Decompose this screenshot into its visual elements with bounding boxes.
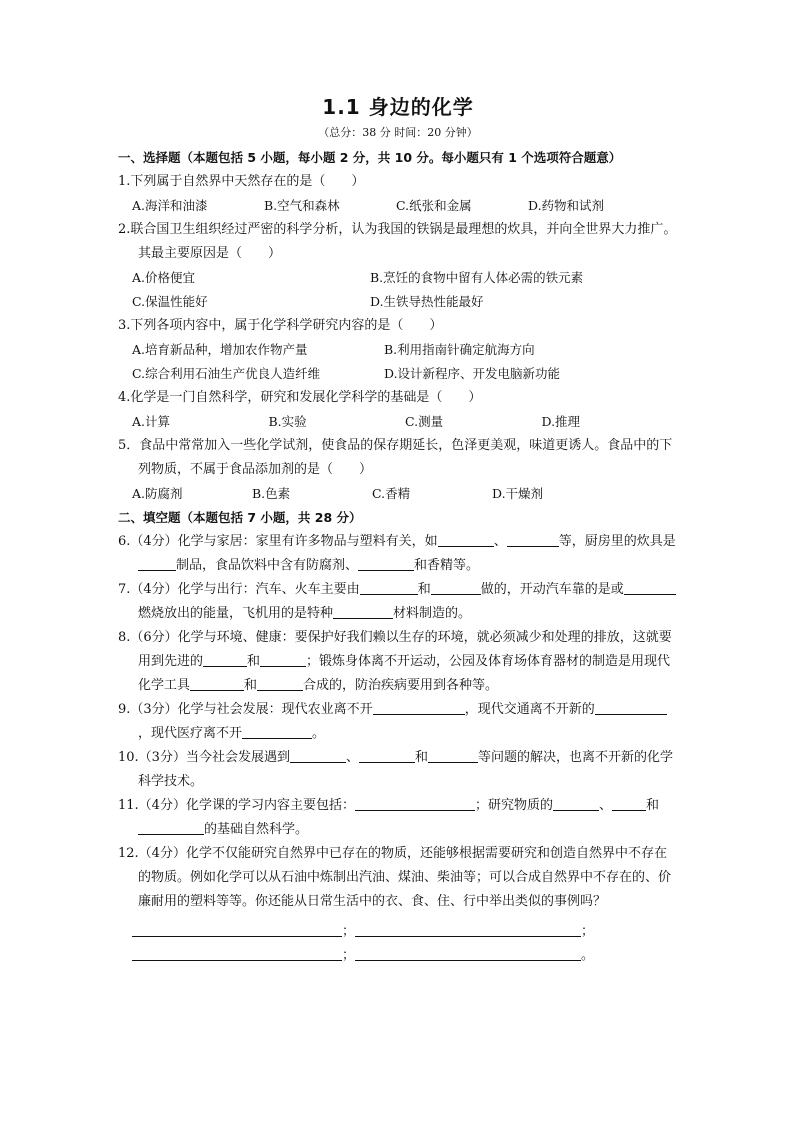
option-c: C.保温性能好 xyxy=(132,294,208,309)
answer-blank[interactable] xyxy=(595,700,667,715)
question-1-stem: 1.下列属于自然界中天然存在的是（ ） xyxy=(118,174,365,189)
question-2-options-row2 xyxy=(118,290,678,314)
option-d: D.生铁导热性能最好 xyxy=(370,294,484,309)
section-heading-choice: 一、选择题（本题包括 5 小题，每小题 2 分，共 10 分。每小题只有 1 个选项符合题意） xyxy=(118,150,622,165)
question-2-options-row1 xyxy=(118,266,678,290)
option-d: D.药物和试剂 xyxy=(528,198,605,213)
answer-blank[interactable] xyxy=(373,700,465,715)
answer-blank[interactable] xyxy=(360,580,418,595)
answer-blank[interactable] xyxy=(358,556,414,571)
option-a: A.计算 xyxy=(132,414,171,429)
option-c: C.纸张和金属 xyxy=(396,198,472,213)
answer-blank[interactable] xyxy=(431,580,481,595)
question-2-stem: 2.联合国卫生组织经过严密的科学分析，认为我国的铁锅是最理想的炊具，并向全世界大力推广。其最主要原因是（ ） xyxy=(118,222,677,261)
question-7: 7.（4分）化学与出行：汽车、火车主要由 和 做的，开动汽车靠的是或燃烧放出的能量，飞机用的是特种 材料制造的。 xyxy=(118,578,678,626)
question-3-stem: 3.下列各项内容中，属于化学科学研究内容的是（ ） xyxy=(118,318,443,333)
option-a: A.防腐剂 xyxy=(132,486,183,501)
answer-line[interactable] xyxy=(355,922,581,937)
question-5-options xyxy=(118,482,678,506)
answer-blank[interactable] xyxy=(203,652,247,667)
question-3-options-row2 xyxy=(118,362,678,386)
option-d: D.设计新程序、开发电脑新功能 xyxy=(384,366,561,381)
option-a: A.海洋和油漆 xyxy=(132,198,208,213)
question-1 xyxy=(118,170,678,218)
answer-blank[interactable] xyxy=(290,748,346,763)
answer-blank[interactable] xyxy=(428,748,478,763)
question-3 xyxy=(118,314,678,386)
question-4-stem: 4.化学是一门自然科学，研究和发展化学科学的基础是（ ） xyxy=(118,390,482,405)
answer-blank[interactable] xyxy=(260,652,306,667)
section-heading-fill: 二、填空题（本题包括 7 小题，共 28 分） xyxy=(118,510,362,525)
question-6: 6.（4分）化学与家居：家里有许多物品与塑料有关，如 、 等，厨房里的炊具是制品，食品饮料中含有防腐剂、 和香精等。 xyxy=(118,534,676,573)
answer-line[interactable] xyxy=(132,922,342,937)
answer-blank[interactable] xyxy=(624,580,676,595)
option-b: B.实验 xyxy=(268,414,307,429)
question-4-options xyxy=(118,410,678,434)
answer-blank[interactable] xyxy=(138,820,204,835)
option-d: D.推理 xyxy=(541,414,581,429)
option-b: B.利用指南针确定航海方向 xyxy=(384,342,535,357)
answer-blank[interactable] xyxy=(333,604,393,619)
option-a: A.培育新品种，增加农作物产量 xyxy=(132,342,308,357)
option-b: B.色素 xyxy=(252,486,291,501)
option-b: B.烹饪的食物中留有人体必需的铁元素 xyxy=(370,270,584,285)
answer-blank[interactable] xyxy=(553,796,599,811)
page-title: 1.1 身边的化学 xyxy=(322,95,474,119)
answer-blank[interactable] xyxy=(359,748,415,763)
answer-blank[interactable] xyxy=(355,796,475,811)
option-c: C.测量 xyxy=(405,414,444,429)
page-subtitle: （总分：38 分 时间：20 分钟） xyxy=(318,126,478,139)
question-3-options-row1 xyxy=(118,338,678,362)
worksheet-page xyxy=(118,92,678,968)
question-12-answer-lines: ； ； ； 。 xyxy=(118,920,678,968)
answer-blank[interactable] xyxy=(190,676,244,691)
option-d: D.干燥剂 xyxy=(492,486,544,501)
option-c: C.香精 xyxy=(372,486,411,501)
question-5-stem: 5．食品中常常加入一些化学试剂，使食品的保存期延长，色泽更美观，味道更诱人。食品中的下列物质，不属于食品添加剂的是（ ） xyxy=(118,438,673,477)
answer-blank[interactable] xyxy=(612,796,646,811)
answer-blank[interactable] xyxy=(138,556,176,571)
question-10: 10.（3分）当今社会发展遇到 、 和 等问题的解决，也离不开新的化学科学技术。 xyxy=(118,750,673,789)
question-4 xyxy=(118,386,678,434)
option-a: A.价格便宜 xyxy=(132,270,196,285)
answer-blank[interactable] xyxy=(507,532,559,547)
question-12-stem: 12.（4分）化学不仅能研究自然界中已存在的物质，还能够根据需要研究和创造自然界中不存在的物质。例如化学可以从石油中炼制出汽油、煤油、柴油等；可以合成自然界中不存在的、价廉耐用的塑料等等。你还能从日常生活中的衣、食、住、行中举出类似的事例吗？ xyxy=(118,846,672,909)
answer-blank[interactable] xyxy=(438,532,494,547)
question-8: 8.（6分）化学与环境、健康：要保护好我们赖以生存的环境，就必须减少和处理的排放，这就要用到先进的 和 ；锻炼身体离不开运动，公园及体育场体育器材的制造是用现代化学工具 和 合成的，防治疾病要用到各种等。 xyxy=(118,630,672,693)
question-9: 9.（3分）化学与社会发展：现代农业离不开 ，现代交通离不开新的，现代医疗离不开 。 xyxy=(118,698,678,746)
option-c: C.综合利用石油生产优良人造纤维 xyxy=(132,366,321,381)
answer-line[interactable] xyxy=(132,946,342,961)
question-1-options xyxy=(118,194,678,218)
answer-blank[interactable] xyxy=(257,676,303,691)
question-2 xyxy=(118,218,678,314)
option-b: B.空气和森林 xyxy=(264,198,340,213)
answer-line[interactable] xyxy=(355,946,581,961)
question-11: 11.（4分）化学课的学习内容主要包括： ；研究物质的 、 和的基础自然科学。 xyxy=(118,798,659,837)
question-12 xyxy=(118,842,678,968)
answer-blank[interactable] xyxy=(242,724,312,739)
question-5 xyxy=(118,434,678,506)
